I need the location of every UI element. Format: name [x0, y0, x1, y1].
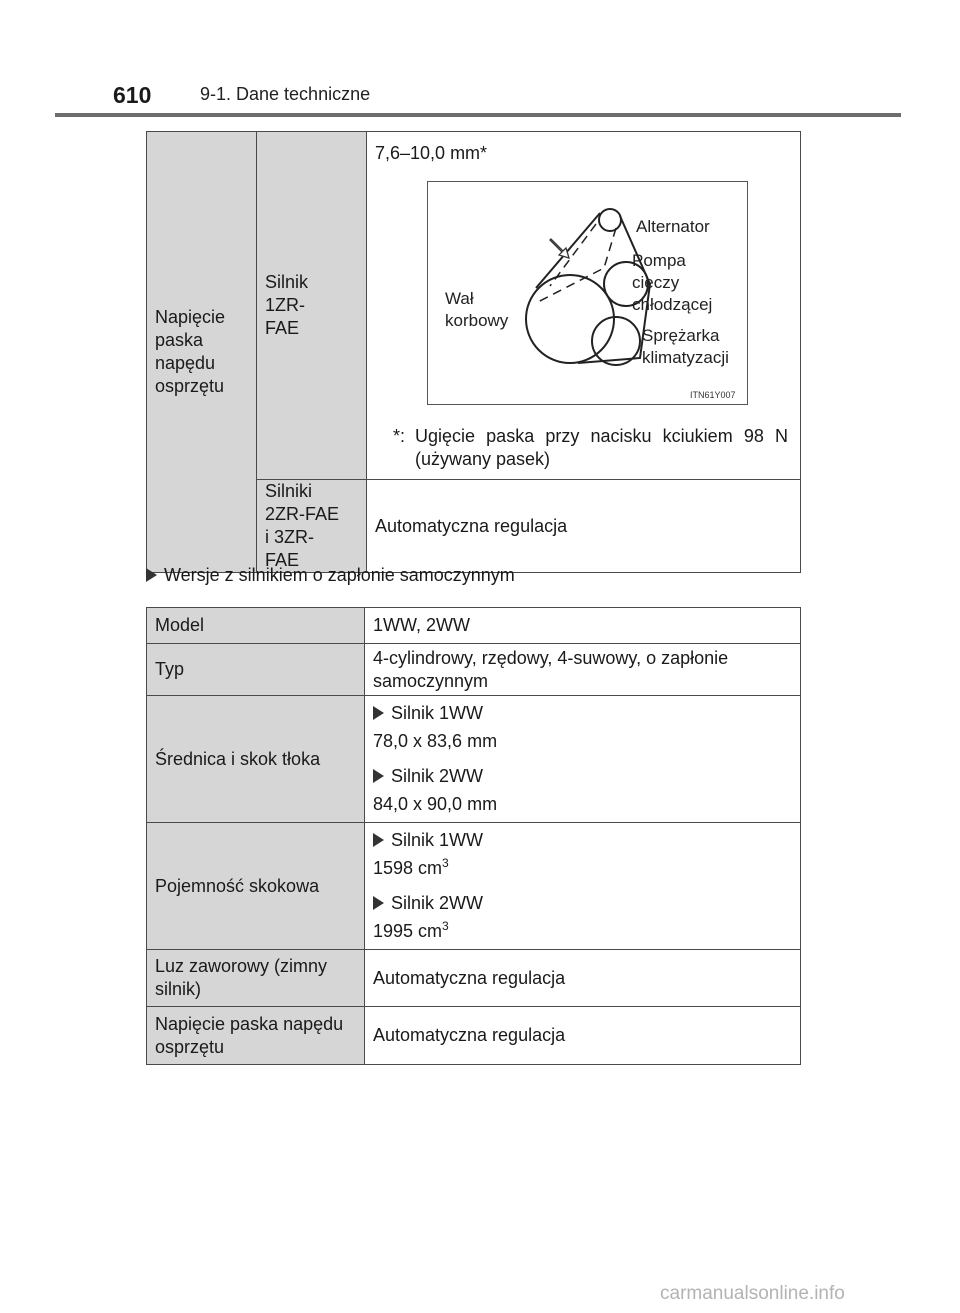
displacement-label: Pojemność skokowa	[147, 823, 365, 950]
table-row	[147, 644, 801, 696]
alternator-label: Alternator	[636, 217, 710, 236]
table-row	[147, 608, 801, 644]
triangle-bullet-icon	[373, 706, 384, 720]
unit-superscript: 3	[442, 856, 449, 870]
header-divider	[55, 113, 901, 117]
triangle-bullet-icon	[373, 769, 384, 783]
diesel-heading-text: Wersje z silnikiem o zapłonie samoczynnym	[164, 565, 515, 585]
engine-1zr-label: Silnik 1ZR-FAE	[257, 132, 367, 480]
deflection-cell	[367, 132, 801, 480]
disp-2ww-value: 1995 cm	[373, 921, 443, 941]
list-item	[373, 765, 792, 788]
footnote-text: Ugięcie paska przy nacisku kciukiem 98 N (używany pasek)	[415, 426, 788, 469]
engine-2zr-3zr-label: Silniki 2ZR-FAE i 3ZR-FAE	[257, 480, 367, 573]
displacement-cell	[365, 823, 801, 950]
table-row	[147, 696, 801, 823]
footnote	[393, 425, 788, 471]
valve-clearance-value: Automatyczna regulacja	[365, 950, 801, 1007]
auto-adjust-value: Automatyczna regulacja	[367, 480, 801, 573]
bore-stroke-label: Średnica i skok tłoka	[147, 696, 365, 823]
deflection-value: 7,6–10,0 mm*	[375, 143, 488, 163]
list-item	[373, 892, 792, 915]
table-row	[147, 823, 801, 950]
belt-tension-label: Napięcie paska napędu osprzętu	[147, 1007, 365, 1065]
valve-clearance-label: Luz zaworowy (zimny silnik)	[147, 950, 365, 1007]
triangle-bullet-icon	[373, 896, 384, 910]
page-header	[0, 0, 960, 120]
bore-2ww-label: Silnik 2WW	[391, 766, 484, 786]
table-row	[147, 132, 801, 480]
page-number: 610	[113, 82, 152, 108]
figure-code: ITN61Y007	[690, 390, 736, 400]
footnote-mark: *:	[393, 426, 406, 446]
disp-1ww-label: Silnik 1WW	[391, 830, 484, 850]
disp-2ww-label: Silnik 2WW	[391, 893, 484, 913]
triangle-bullet-icon	[373, 833, 384, 847]
diesel-spec-table	[146, 607, 801, 1065]
unit-superscript: 3	[442, 919, 449, 933]
bore-1ww-label: Silnik 1WW	[391, 703, 484, 723]
crankshaft-label: Wał korbowy	[445, 289, 509, 330]
list-item	[373, 829, 792, 852]
bore-1ww-value: 78,0 x 83,6 mm	[373, 731, 498, 751]
model-label: Model	[147, 608, 365, 644]
triangle-bullet-icon	[146, 568, 157, 582]
bore-2ww-value: 84,0 x 90,0 mm	[373, 794, 498, 814]
belt-tension-value: Automatyczna regulacja	[365, 1007, 801, 1065]
water-pump-label: Pompa cieczy chłodzącej	[632, 251, 713, 314]
watermark: carmanualsonline.info	[660, 1283, 845, 1304]
compressor-label: Sprężarka klimatyzacji	[642, 326, 729, 367]
belt-row-label: Napięcie paska napędu osprzętu	[147, 132, 257, 573]
diesel-section-heading	[146, 565, 515, 586]
belt-diagram	[427, 181, 748, 405]
list-item	[373, 702, 792, 725]
type-value: 4-cylindrowy, rzędowy, 4-suwowy, o zapłonie samoczynnym	[365, 644, 801, 696]
section-title: 9-1. Dane techniczne	[200, 84, 371, 104]
model-value: 1WW, 2WW	[365, 608, 801, 644]
type-label: Typ	[147, 644, 365, 696]
belt-tension-table	[146, 131, 801, 573]
table-row	[147, 1007, 801, 1065]
disp-1ww-line	[373, 857, 792, 880]
table-row	[147, 950, 801, 1007]
disp-2ww-line	[373, 920, 792, 943]
bore-stroke-cell	[365, 696, 801, 823]
disp-1ww-value: 1598 cm	[373, 858, 443, 878]
